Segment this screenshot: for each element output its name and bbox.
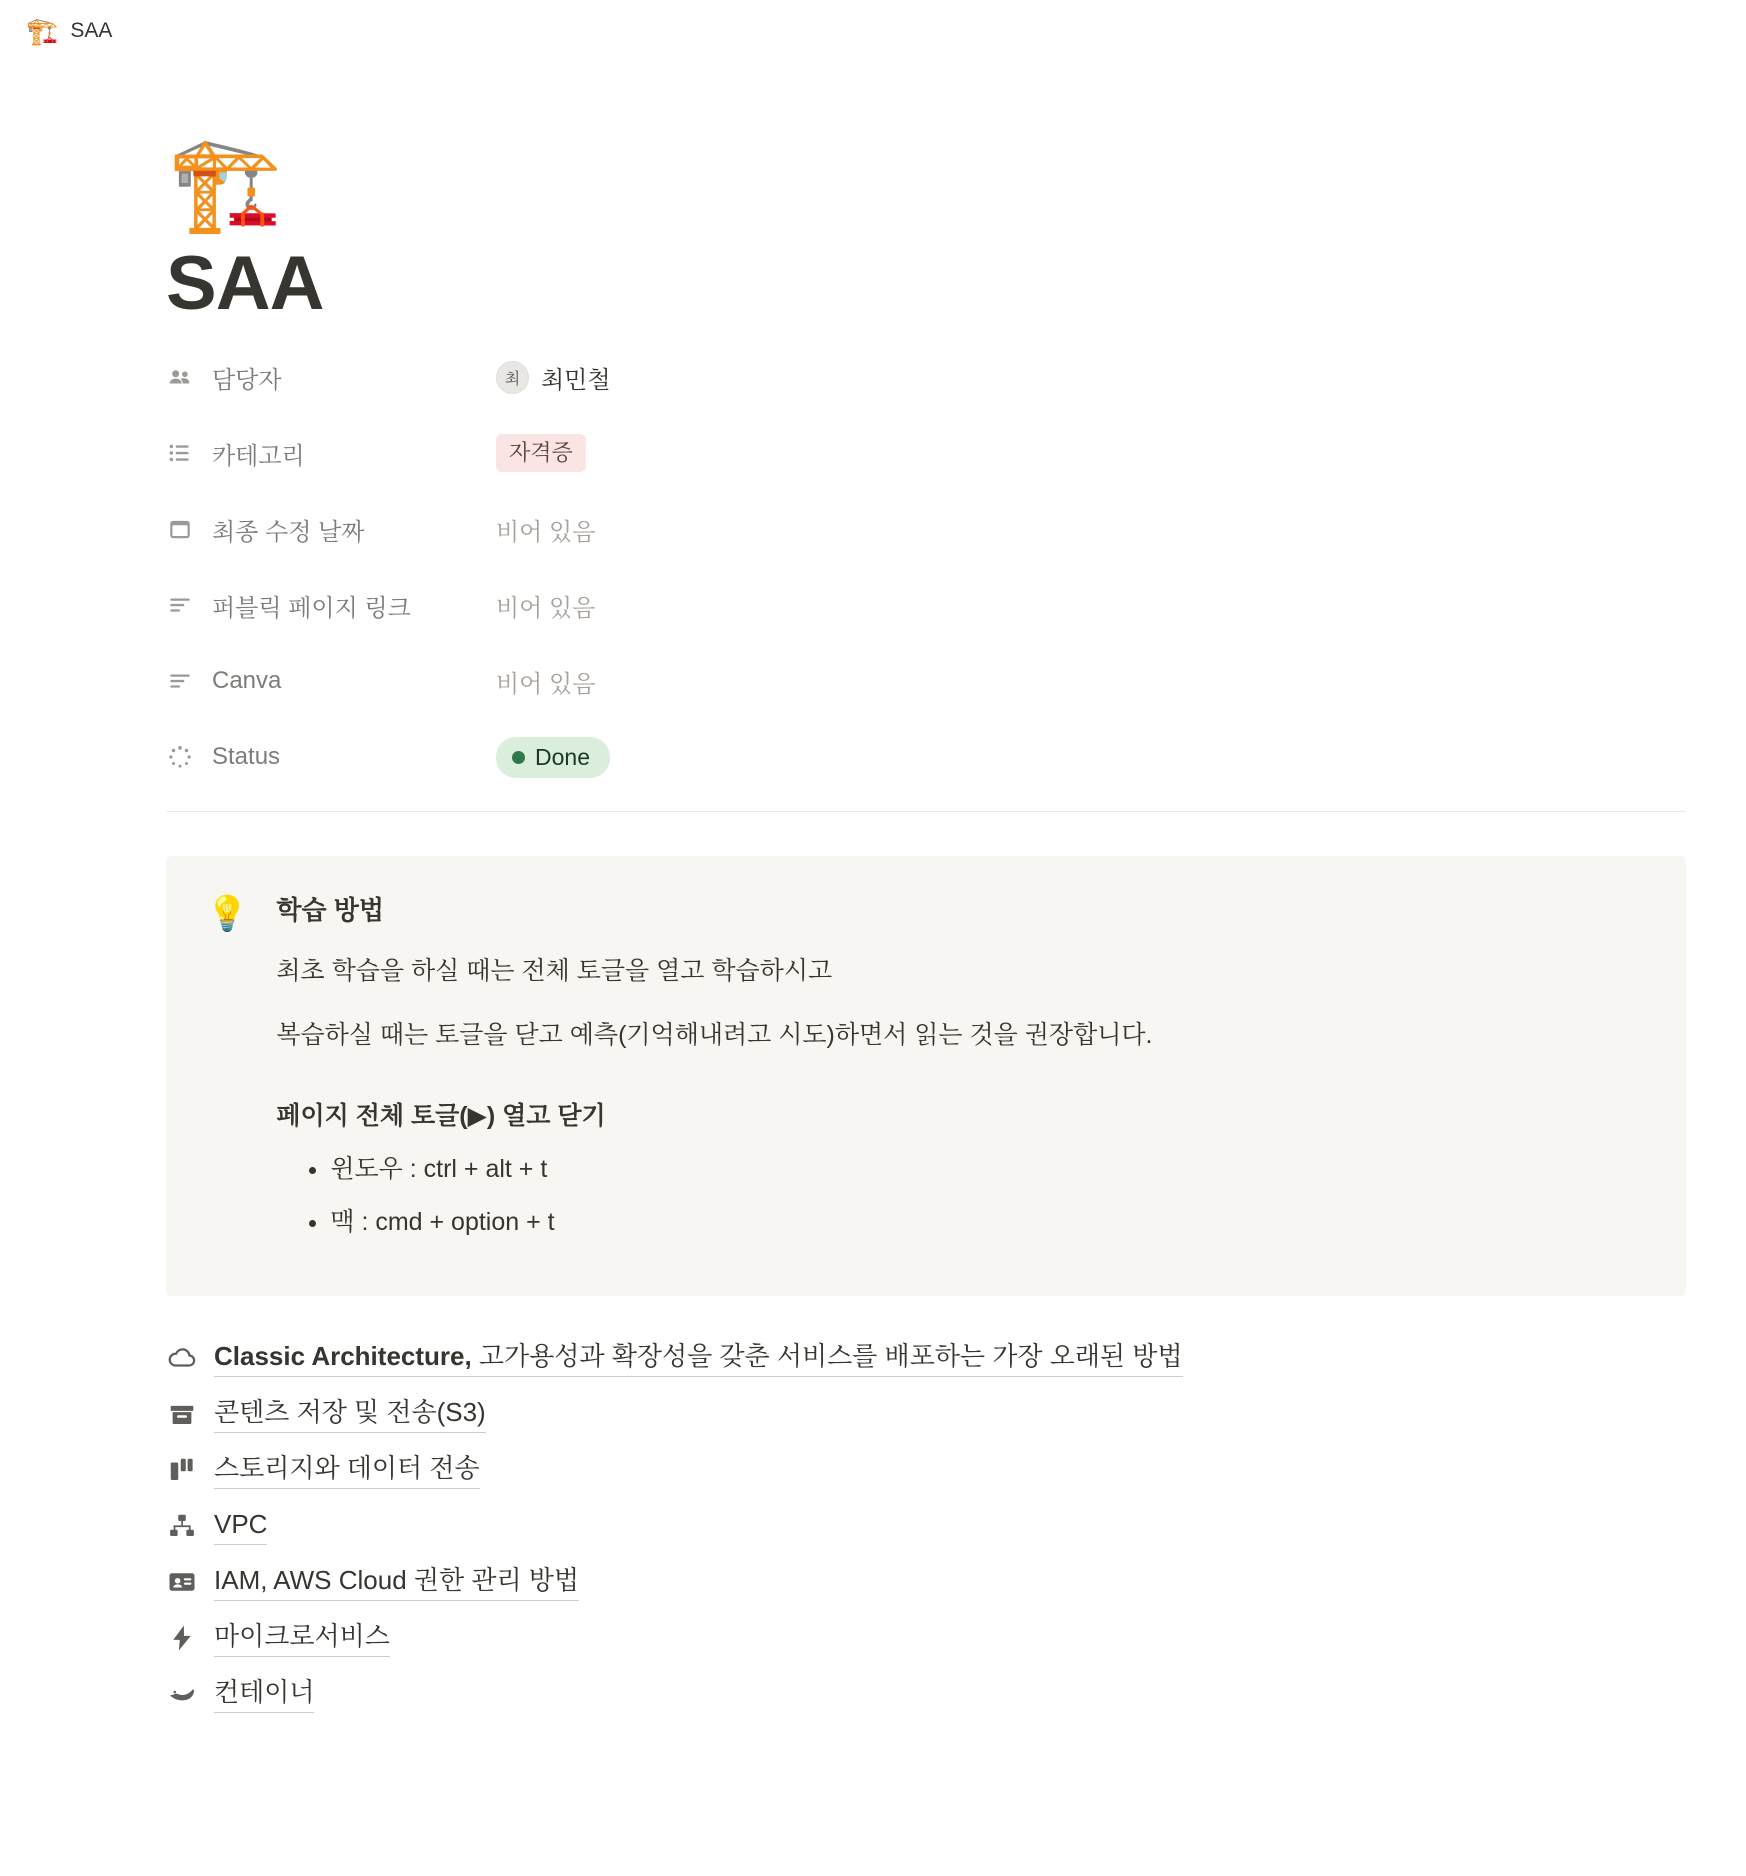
- subpage-link-label[interactable]: 마이크로서비스: [214, 1618, 390, 1658]
- list-item: • 맥 : cmd + option + t: [330, 1203, 1646, 1242]
- network-hierarchy-icon: [166, 1510, 198, 1542]
- property-label-text: Canva: [212, 667, 282, 694]
- storage-transfer-icon: [166, 1454, 198, 1486]
- property-label-assignee[interactable]: [166, 360, 496, 395]
- calendar-icon: [166, 515, 194, 543]
- property-value-category[interactable]: [496, 434, 586, 472]
- property-label-status[interactable]: [166, 743, 496, 771]
- breadcrumb-item-saa[interactable]: SAA: [70, 19, 113, 42]
- list-item[interactable]: [166, 1610, 1686, 1666]
- list-item[interactable]: [166, 1554, 1686, 1610]
- status-dot-icon: [512, 751, 525, 764]
- subpage-links: [166, 1330, 1686, 1722]
- list-item: • 윈도우 : ctrl + alt + t: [330, 1150, 1646, 1189]
- property-value-assignee[interactable]: [496, 360, 611, 395]
- person-chip[interactable]: [496, 360, 611, 395]
- tag-certification: 자격증: [496, 434, 586, 472]
- whale-icon: [166, 1678, 198, 1710]
- list-item[interactable]: [166, 1666, 1686, 1722]
- callout-paragraph: 최초 학습을 하실 때는 전체 토글을 열고 학습하시고: [276, 957, 833, 985]
- callout-title: 학습 방법: [276, 895, 385, 925]
- property-value-public-page-link[interactable]: 비어 있음: [496, 594, 596, 622]
- property-row-status: [166, 733, 1686, 781]
- subpage-link-bold: Classic Architecture,: [214, 1340, 472, 1371]
- property-label-text: 카테고리: [212, 442, 305, 470]
- property-row-last-modified: [166, 505, 1686, 553]
- subpage-link-label[interactable]: 콘텐츠 저장 및 전송(S3): [214, 1394, 486, 1434]
- crane-icon: 🏗️: [26, 16, 59, 46]
- status-badge: [496, 737, 610, 778]
- subpage-link-label[interactable]: [214, 1338, 1183, 1378]
- archive-box-icon: [166, 1398, 198, 1430]
- property-row-category: [166, 429, 1686, 477]
- property-label-text: 퍼블릭 페이지 링크: [212, 594, 411, 622]
- subpage-link-label[interactable]: 컨테이너: [214, 1674, 314, 1714]
- divider: [166, 811, 1686, 812]
- list-icon: [166, 439, 194, 467]
- people-icon: [166, 363, 194, 391]
- property-label-last-modified[interactable]: [166, 512, 496, 547]
- status-spinner-icon: [166, 743, 194, 771]
- property-value-status[interactable]: [496, 737, 610, 778]
- page-content: [0, 100, 1746, 1722]
- callout-study-method: [166, 856, 1686, 1296]
- list-item[interactable]: [166, 1330, 1686, 1386]
- list-item[interactable]: [166, 1498, 1686, 1554]
- lightbulb-icon: 💡: [206, 895, 249, 933]
- list-item[interactable]: [166, 1442, 1686, 1498]
- property-label-text: Status: [212, 743, 281, 770]
- property-row-public-page-link: [166, 581, 1686, 629]
- list-item[interactable]: [166, 1386, 1686, 1442]
- page-properties: [166, 353, 1686, 781]
- property-value-last-modified[interactable]: 비어 있음: [496, 518, 596, 546]
- text-lines-icon: [166, 667, 194, 695]
- cloud-icon: [166, 1342, 198, 1374]
- property-label-text: 담당자: [212, 366, 282, 394]
- subpage-link-label[interactable]: 스토리지와 데이터 전송: [214, 1450, 480, 1490]
- status-label: Done: [535, 743, 590, 770]
- callout-paragraph: 복습하실 때는 토글을 닫고 예측(기억해내려고 시도)하면서 읽는 것을 권장합니다.: [276, 1020, 1153, 1049]
- property-row-assignee: [166, 353, 1686, 401]
- property-label-category[interactable]: [166, 436, 496, 471]
- subpage-link-label[interactable]: IAM, AWS Cloud 권한 관리 방법: [214, 1562, 579, 1602]
- property-label-canva[interactable]: [166, 667, 496, 695]
- page-icon-crane-icon[interactable]: 🏗️: [168, 133, 283, 235]
- breadcrumb: [0, 0, 1746, 62]
- property-label-text: 최종 수정 날짜: [212, 518, 365, 546]
- callout-subtitle: 페이지 전체 토글(▶) 열고 닫기: [276, 1102, 606, 1130]
- subpage-link-rest: 고가용성과 확장성을 갖춘 서비스를 배포하는 가장 오래된 방법: [471, 1340, 1183, 1371]
- person-name: 최민철: [541, 366, 611, 394]
- avatar: 최: [496, 361, 529, 394]
- id-badge-icon: [166, 1566, 198, 1598]
- callout-shortcut-list: [276, 1150, 1646, 1242]
- page-title[interactable]: SAA: [166, 241, 324, 326]
- text-lines-icon: [166, 591, 194, 619]
- property-row-canva: [166, 657, 1686, 705]
- property-value-canva[interactable]: 비어 있음: [496, 670, 596, 698]
- subpage-link-label[interactable]: VPC: [214, 1506, 267, 1546]
- lightning-bolt-icon: [166, 1622, 198, 1654]
- property-label-public-page-link[interactable]: [166, 588, 496, 623]
- callout-body: [276, 890, 1646, 1256]
